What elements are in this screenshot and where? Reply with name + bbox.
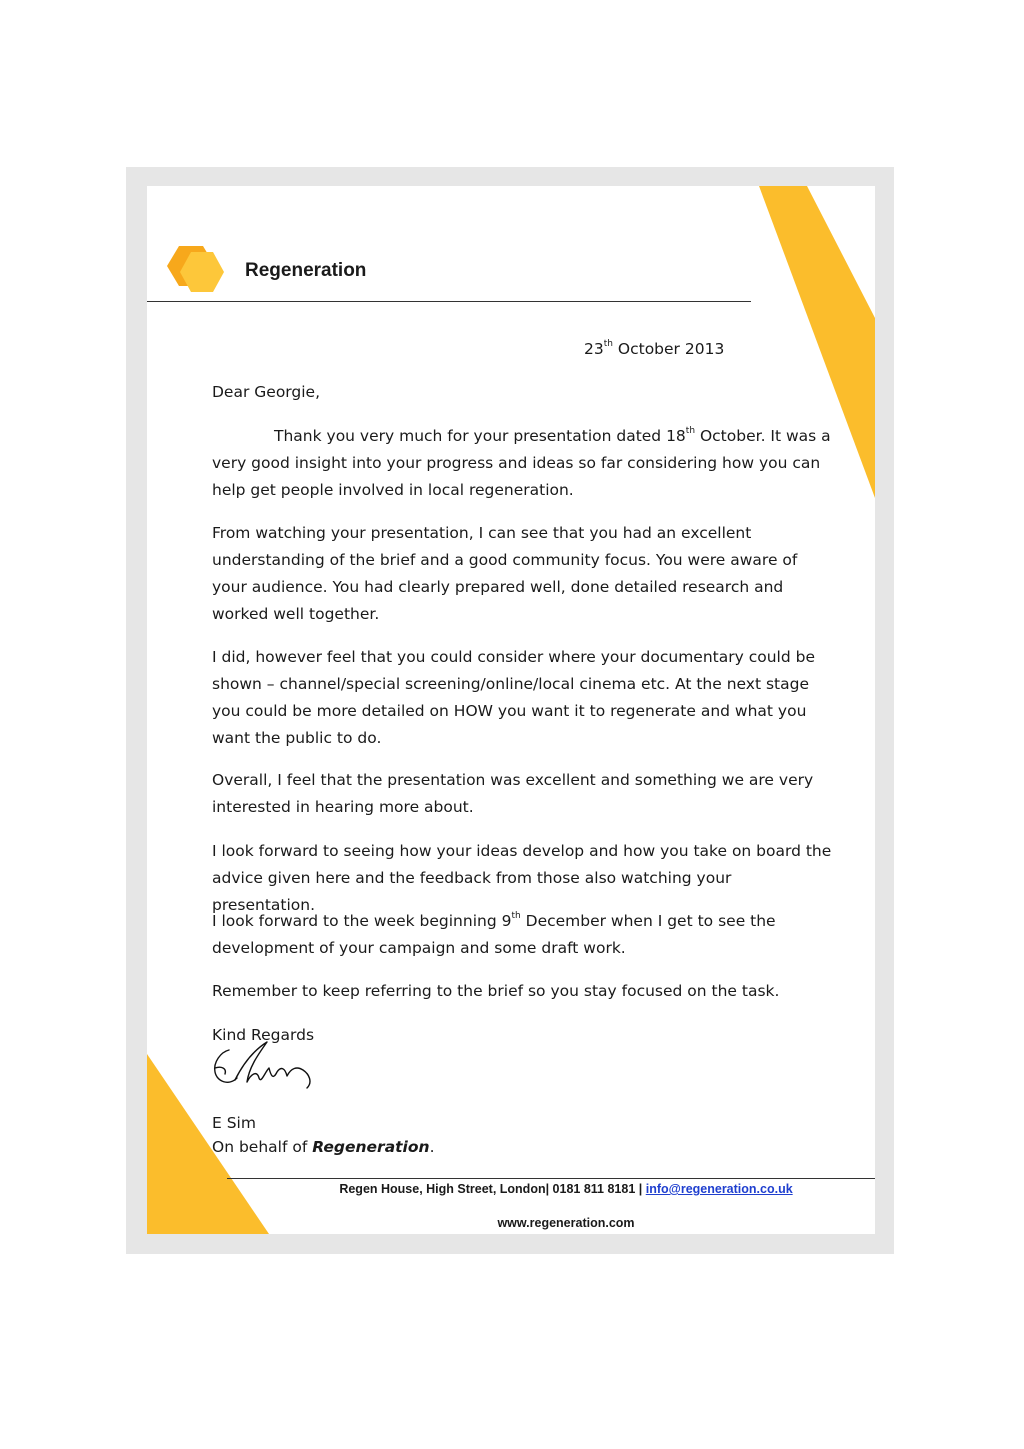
paragraph-6: I look forward to the week beginning 9th December when I get to see the development of your campaign and some draft work. <box>212 910 776 957</box>
paragraph-5: I look forward to seeing how your ideas develop and how you take on board the advice given here and the feedback from those also watching your presentation. <box>212 842 832 914</box>
footer-website: www.regeneration.com <box>497 1216 635 1230</box>
brand-name: Regeneration <box>245 260 367 281</box>
handwritten-signature <box>207 1038 327 1098</box>
footer-rule <box>227 1178 875 1179</box>
letter-date: 23th October 2013 <box>584 338 725 358</box>
footer-email-link[interactable]: info@regeneration.co.uk <box>645 1182 793 1196</box>
on-behalf-line: On behalf of Regeneration. <box>212 1138 435 1156</box>
paragraph-2: From watching your presentation, I can see that you had an excellent understanding of the brief and a good community focus. You were aware of your audience. You had clearly prepared well, done detailed research and worked well together. <box>212 524 798 623</box>
signer-name: E Sim <box>212 1114 256 1132</box>
paragraph-3: I did, however feel that you could consider where your documentary could be shown – channel/special screening/online/local cinema etc. At the next stage you could be more detailed on HOW you want it to regenerate and what you want the public to do. <box>212 648 815 747</box>
hexagon-logo-icon <box>165 244 227 296</box>
closing: Kind Regards <box>212 1026 315 1044</box>
letter-page <box>147 186 875 1234</box>
paragraph-7: Remember to keep referring to the brief so you stay focused on the task. <box>212 982 780 1000</box>
paragraph-1: Thank you very much for your presentation dated 18th October. It was a very good insight into your progress and ideas so far considering how you can help get people involved in local regeneration. <box>212 425 831 499</box>
header-rule <box>147 301 751 302</box>
footer-address: Regen House, High Street, London| 0181 811 8181 | info@regeneration.co.uk <box>339 1182 793 1196</box>
greeting: Dear Georgie, <box>212 383 321 401</box>
paragraph-4: Overall, I feel that the presentation was excellent and something we are very interested in hearing more about. <box>212 771 814 816</box>
